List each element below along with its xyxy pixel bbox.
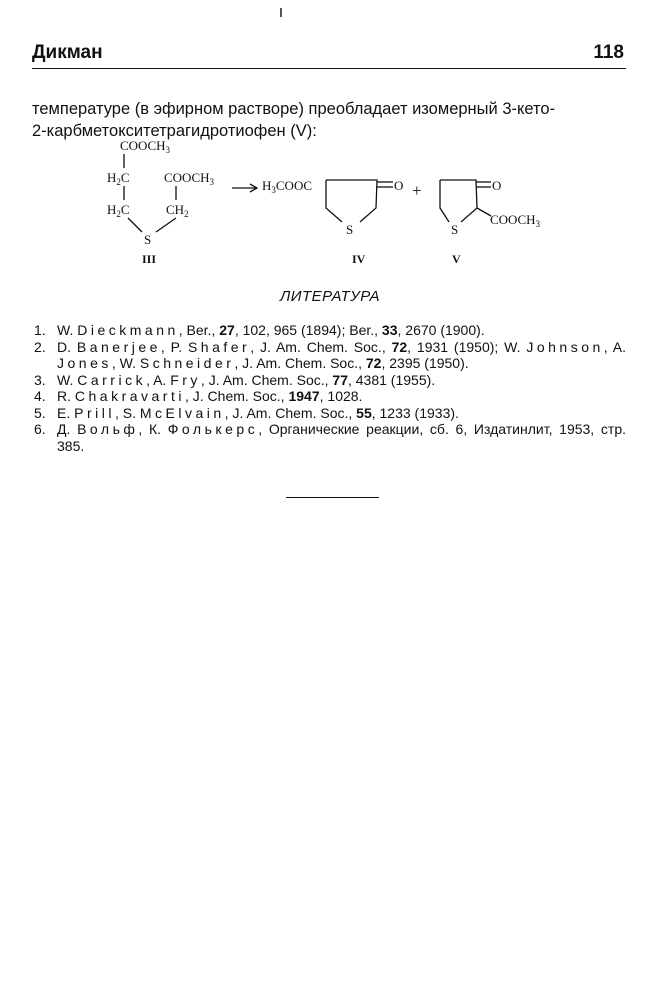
reference-segment: , J. Am. Chem. Soc., — [234, 355, 366, 371]
reference-segment: , J. Am. Chem. Soc., — [224, 404, 357, 421]
scan-speck — [280, 8, 282, 17]
reference-number: 6. — [34, 421, 46, 437]
author-surname: Schneider — [139, 355, 235, 371]
bond — [156, 218, 176, 232]
reference-segment: , W. — [111, 355, 140, 371]
volume-number: 33 — [381, 322, 398, 338]
reference-number: 3. — [34, 371, 46, 388]
reference-segment: Д. — [57, 421, 78, 437]
reference-segment: R. — [57, 388, 75, 404]
running-head-author: Дикман — [32, 42, 103, 63]
author-surname: Shafer — [187, 338, 251, 355]
reference-segment: , 1028. — [319, 388, 363, 404]
intro-line-2: 2-карбметокситетрагидротиофен (V): — [32, 122, 317, 140]
reference-segment: , A. — [603, 338, 627, 355]
reaction-arrow — [232, 184, 257, 192]
reference-segment: , 102, 965 (1894); Ber., — [234, 322, 382, 338]
compound-label-iii: III — [142, 252, 157, 266]
reference-segment: E. — [57, 404, 75, 421]
page-number: 118 — [593, 42, 624, 63]
reference-text — [57, 372, 626, 389]
reference-text — [57, 405, 626, 422]
bond — [477, 208, 491, 216]
compound-label-iv: IV — [352, 252, 366, 266]
author-surname: Carrick — [77, 371, 147, 388]
product-v-oxo: O — [492, 178, 502, 193]
reference-list — [32, 322, 626, 454]
thiophane-ring-v — [440, 180, 477, 222]
page-header — [32, 42, 626, 69]
volume-number: 72 — [365, 355, 382, 371]
reference-segment: , J. Am. Chem. Soc., — [200, 371, 333, 388]
reference-segment: , Органические реакции, сб. 6, Издатинлит, 1953, стр. 385. — [57, 421, 627, 454]
reference-segment: W. — [57, 322, 78, 338]
reference-segment: , 4381 (1955). — [347, 371, 436, 388]
product-iv-oxo: O — [394, 178, 404, 193]
author-surname: Фолькерс — [167, 421, 259, 437]
reference-segment: , A. — [146, 371, 171, 388]
volume-number: 1947 — [288, 388, 320, 404]
product-structure-iv — [262, 178, 403, 266]
reference-segment: , К. — [138, 421, 168, 437]
volume-number: 27 — [219, 322, 235, 338]
product-iv-substituent: $H_3COOC$ — [262, 178, 313, 195]
compound-label-v: V — [452, 252, 461, 266]
reference-segment: , J. Chem. Soc., — [184, 388, 289, 404]
author-surname: Banerjee — [76, 338, 161, 355]
product-structure-v — [440, 178, 541, 266]
reference-text — [57, 339, 626, 372]
reference-item — [32, 322, 626, 339]
reference-item — [32, 405, 626, 422]
author-surname: McElvain — [139, 404, 225, 421]
reactant-ch2-upper: $H_2C$ — [107, 170, 130, 187]
author-surname: Dieckmann — [77, 322, 179, 338]
reaction-scheme — [0, 130, 672, 270]
volume-number: 55 — [356, 404, 372, 421]
reference-text — [57, 322, 626, 339]
author-surname: Johnson — [526, 338, 604, 355]
reactant-structure-iii — [107, 138, 215, 266]
reactant-right-lower: $CH_2$ — [166, 202, 189, 219]
plus-sign: + — [412, 181, 422, 200]
reactant-top-group: $COOCH_3$ — [120, 138, 171, 155]
reference-segment: , 1931 (1950); W. — [407, 338, 527, 355]
author-surname: Prill — [74, 404, 115, 421]
reference-text — [57, 421, 626, 454]
reference-text — [57, 388, 626, 405]
thiophane-ring-iv — [326, 180, 377, 222]
reactant-ch2-lower: $H_2C$ — [107, 202, 130, 219]
product-v-substituent: $COOCH_3$ — [490, 212, 541, 229]
reference-segment: W. — [57, 371, 78, 388]
reference-segment: , S. — [114, 404, 140, 421]
reference-segment: , Ber., — [178, 322, 220, 338]
end-rule — [286, 497, 379, 498]
volume-number: 72 — [391, 338, 408, 355]
reference-segment: D. — [57, 338, 77, 355]
reference-segment: , 2670 (1900). — [397, 322, 485, 338]
literature-heading: ЛИТЕРАТУРА — [279, 288, 381, 305]
author-surname: Fry — [170, 371, 201, 388]
bond — [128, 218, 142, 232]
reference-number: 1. — [34, 322, 46, 338]
reference-item — [32, 339, 626, 372]
reference-number: 2. — [34, 338, 46, 355]
product-v-sulfur: S — [451, 222, 459, 237]
reference-number: 5. — [34, 404, 46, 421]
reference-segment: , 2395 (1950). — [381, 355, 469, 371]
volume-number: 77 — [332, 371, 348, 388]
reactant-right-group: $COOCH_3$ — [164, 170, 215, 187]
reference-segment: , J. Am. Chem. Soc., — [250, 338, 392, 355]
reference-segment: , 1233 (1933). — [371, 404, 459, 421]
reference-item — [32, 372, 626, 389]
author-surname: Вольф — [77, 421, 139, 437]
product-iv-sulfur: S — [346, 222, 354, 237]
reference-item — [32, 388, 626, 405]
reference-item — [32, 421, 626, 454]
intro-line-1: температуре (в эфирном растворе) преобладает изомерный 3-кето- — [32, 100, 556, 118]
reference-segment: , P. — [160, 338, 188, 355]
author-surname: Jones — [57, 355, 112, 371]
reference-number: 4. — [34, 388, 46, 404]
author-surname: Chakravarti — [74, 388, 185, 404]
reactant-sulfur: S — [144, 232, 152, 247]
